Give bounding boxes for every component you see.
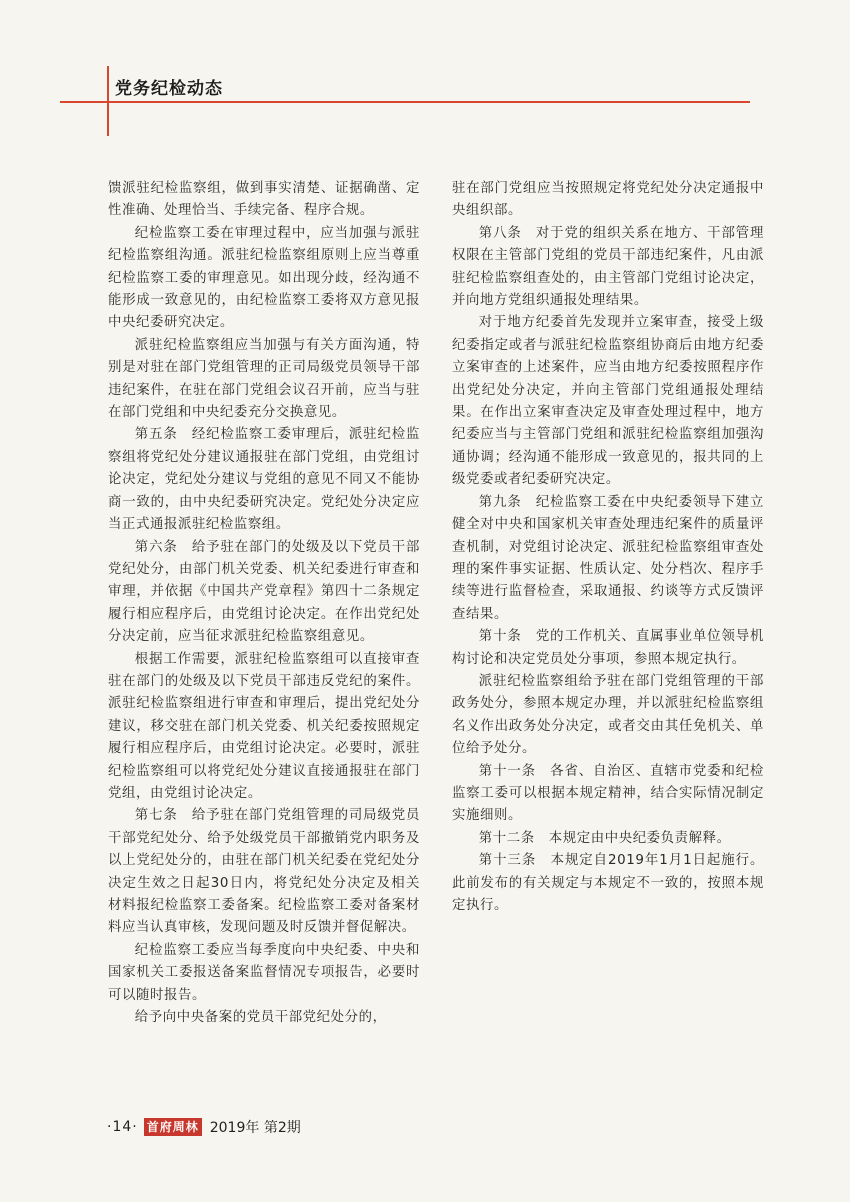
paragraph: 第五条 经纪检监察工委审理后，派驻纪检监察组将党纪处分建议通报驻在部门党组，由党组讨论决定，党纪处分建议与党组的意见不同又不能协商一致的，由中央纪委研究决定。党纪处分决定应当正式通报派驻纪检监察组。 — [108, 427, 420, 533]
left-text-column — [108, 178, 420, 1029]
paragraph: 派驻纪检监察组应当加强与有关方面沟通，特别是对驻在部门党组管理的正司局级党员领导干部违纪案件，在驻在部门党组会议召开前，应当与驻在部门党组和中央纪委充分交换意见。 — [108, 337, 420, 421]
paragraph: 第十二条 本规定由中央纪委负责解释。 — [478, 830, 731, 846]
page-number: ·14· — [107, 1119, 138, 1135]
right-text-column — [452, 178, 764, 917]
paragraph: 第八条 对于党的组织关系在地方、干部管理权限在主管部门党组的党员干部违纪案件，凡由派驻纪检监察组查处的，由主管部门党组讨论决定，并向地方党组织通报处理结果。 — [452, 225, 764, 309]
issue-label: 2019年 第2期 — [209, 1120, 301, 1136]
paragraph: 根据工作需要，派驻纪检监察组可以直接审查驻在部门的处级及以下党员干部违反党纪的案件。派驻纪检监察组进行审查和审理后，提出党纪处分建议，移交驻在部门机关党委、机关纪委按照规定履行相应程序后，由党组讨论决定。必要时，派驻纪检监察组可以将党纪处分建议直接通报驻在部门党组，由党组讨论决定。 — [108, 651, 420, 801]
paragraph: 第六条 给予驻在部门的处级及以下党员干部党纪处分，由部门机关党委、机关纪委进行审查和审理，并依据《中国共产党章程》第四十二条规定履行相应程序后，由党组讨论决定。在作出党纪处分决定前，应当征求派驻纪检监察组意见。 — [108, 539, 420, 645]
paragraph: 派驻纪检监察组给予驻在部门党组管理的干部政务处分，参照本规定办理，并以派驻纪检监察组名义作出政务处分决定，或者交由其任免机关、单位给予处分。 — [452, 673, 764, 757]
page-footer — [107, 1117, 301, 1137]
paragraph: 第九条 纪检监察工委在中央纪委领导下建立健全对中央和国家机关审查处理违纪案件的质量评查机制，对党组讨论决定、派驻纪检监察组审查处理的案件事实证据、性质认定、处分档次、程序手续等进行监督检查，采取通报、约谈等方式反馈评查结果。 — [452, 494, 764, 622]
magazine-logo: 首府周林 — [144, 1118, 202, 1136]
paragraph: 驻在部门党组应当按照规定将党纪处分决定通报中央组织部。 — [452, 181, 764, 219]
paragraph: 第十三条 本规定自2019年1月1日起施行。此前发布的有关规定与本规定不一致的，按照本规定执行。 — [452, 853, 764, 913]
section-header-title: 党务纪检动态 — [115, 79, 223, 99]
paragraph: 第十条 党的工作机关、直属事业单位领导机构讨论和决定党员处分事项，参照本规定执行。 — [452, 629, 764, 667]
paragraph: 给予向中央备案的党员干部党纪处分的， — [134, 1010, 387, 1026]
paragraph: 第十一条 各省、自治区、直辖市党委和纪检监察工委可以根据本规定精神，结合实际情况制定实施细则。 — [452, 763, 764, 824]
paragraph: 纪检监察工委应当每季度向中央纪委、中央和国家机关工委报送备案监督情况专项报告，必要时可以随时报告。 — [108, 942, 420, 1003]
header-rule-vertical — [107, 66, 109, 136]
paragraph: 馈派驻纪检监察组，做到事实清楚、证据确凿、定性准确、处理恰当、手续完备、程序合规。 — [108, 181, 420, 219]
paragraph: 第七条 给予驻在部门党组管理的司局级党员干部党纪处分、给予处级党员干部撤销党内职务及以上党纪处分的，由驻在部门机关纪委在党纪处分决定生效之日起30日内，将党纪处分决定及相关材料报纪检监察工委备案。纪检监察工委对备案材料应当认真审核，发现问题及时反馈并督促解决。 — [108, 808, 420, 936]
paragraph: 对于地方纪委首先发现并立案审查，接受上级纪委指定或者与派驻纪检监察组协商后由地方纪委立案审查的上述案件，应当由地方纪委按照程序作出党纪处分决定，并向主管部门党组通报处理结果。在作出立案审查决定及审查处理过程中，地方纪委应当与主管部门党组和派驻纪检监察组加强沟通协调；经沟通不能形成一致意见的，报共同的上级党委或者纪委研究决定。 — [452, 315, 764, 488]
header-rule-horizontal — [60, 101, 750, 103]
paragraph: 纪检监察工委在审理过程中，应当加强与派驻纪检监察组沟通。派驻纪检监察组原则上应当尊重纪检监察工委的审理意见。如出现分歧，经沟通不能形成一致意见的，由纪检监察工委将双方意见报中央纪委研究决定。 — [108, 225, 420, 331]
